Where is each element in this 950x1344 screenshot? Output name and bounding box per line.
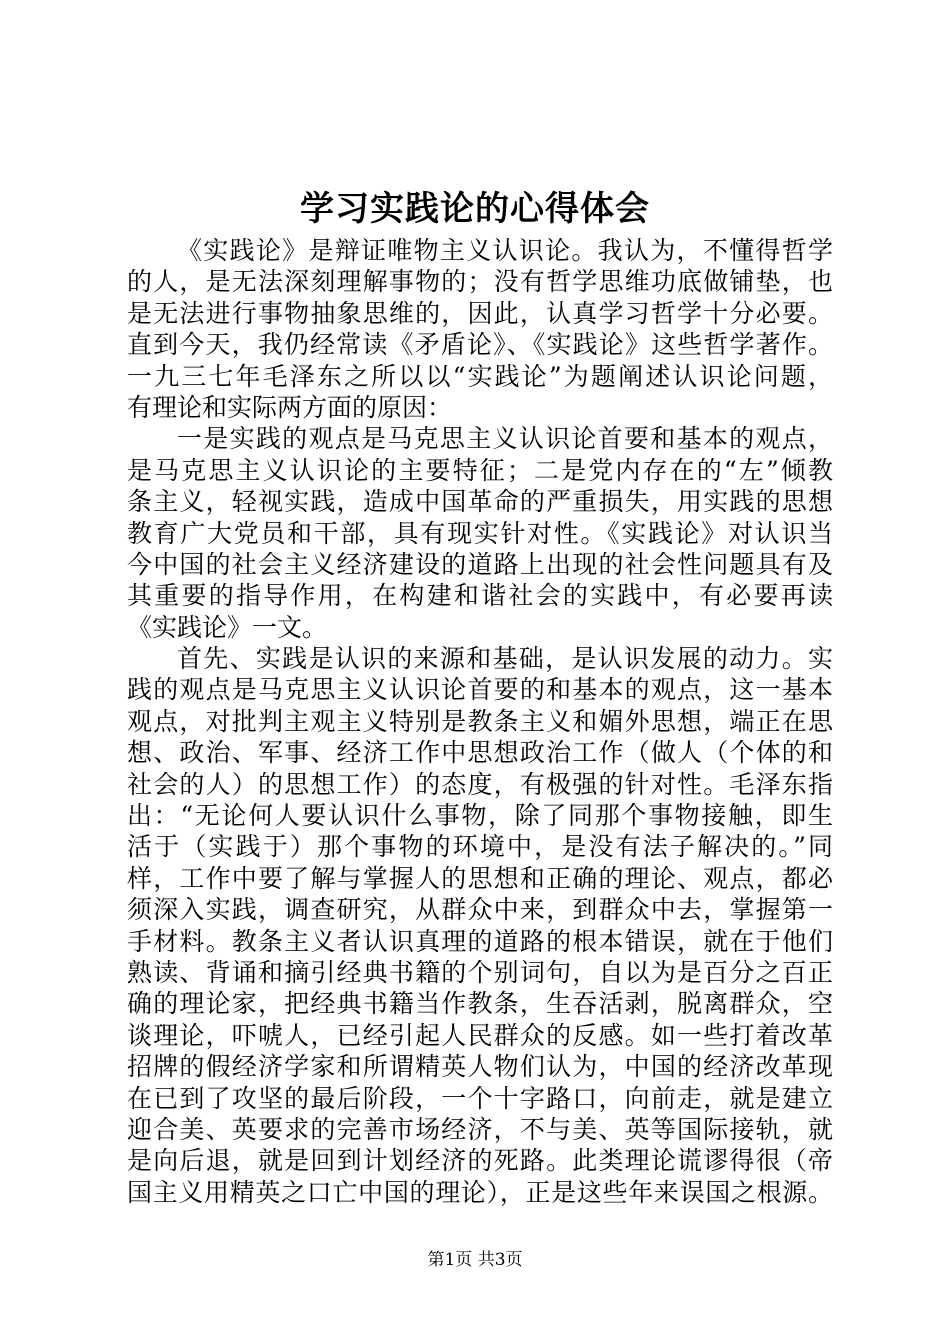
- text-line: 在已到了攻坚的最后阶段，一个十字路口，向前走，就是建立: [127, 1083, 833, 1113]
- text-line: 是向后退，就是回到计划经济的死路。此类理论谎谬得很（帝: [127, 1146, 833, 1176]
- text-line: 今中国的社会主义经济建设的道路上出现的社会性问题具有及: [127, 549, 833, 579]
- text-line: 首先、实践是认识的来源和基础，是认识发展的动力。实: [177, 644, 833, 674]
- text-line: 须深入实践，调查研究，从群众中来，到群众中去，掌握第一: [127, 895, 833, 925]
- text-line: 活于（实践于）那个事物的环境中，是没有法子解决的。”同: [127, 832, 833, 862]
- text-line: 手材料。教条主义者认识真理的道路的根本错误，就在于他们: [127, 926, 833, 956]
- text-line: 确的理论家，把经典书籍当作教条，生吞活剥，脱离群众，空: [127, 989, 833, 1019]
- text-line: 有理论和实际两方面的原因：: [127, 392, 453, 422]
- text-line: 一是实践的观点是马克思主义认识论首要和基本的观点，: [177, 424, 833, 454]
- text-line: 迎合美、英要求的完善市场经济，不与美、英等国际接轨，就: [127, 1114, 833, 1144]
- text-line: 观点，对批判主观主义特别是教条主义和媚外思想，端正在思: [127, 706, 833, 736]
- text-line: 想、政治、军事、经济工作中思想政治工作（做人（个体的和: [127, 738, 833, 768]
- text-line: 条主义，轻视实践，造成中国革命的严重损失，用实践的思想: [127, 487, 833, 517]
- text-line: 直到今天，我仍经常读《矛盾论》、《实践论》这些哲学著作。: [127, 330, 833, 360]
- text-line: 样，工作中要了解与掌握人的思想和正确的理论、观点，都必: [127, 863, 833, 893]
- text-line: 招牌的假经济学家和所谓精英人物们认为，中国的经济改革现: [127, 1052, 833, 1082]
- text-line: 出：“无论何人要认识什么事物，除了同那个事物接触，即生: [127, 801, 833, 831]
- text-line: 熟读、背诵和摘引经典书籍的个别词句，自以为是百分之百正: [127, 957, 833, 987]
- text-line: 国主义用精英之口亡中国的理论），正是这些年来误国之根源。: [127, 1177, 833, 1207]
- text-line: 《实践论》是辩证唯物主义认识论。我认为，不懂得哲学: [177, 236, 833, 265]
- text-line: 社会的人）的思想工作）的态度，有极强的针对性。毛泽东指: [127, 769, 833, 799]
- text-line: 一九三七年毛泽东之所以以“实践论”为题阐述认识论问题，: [127, 361, 833, 391]
- page-title: 学习实践论的心得体会: [300, 189, 650, 229]
- text-line: 教育广大党员和干部，具有现实针对性。《实践论》对认识当: [127, 518, 833, 548]
- text-line: 是无法进行事物抽象思维的，因此，认真学习哲学十分必要。: [127, 298, 833, 328]
- document-body: [127, 235, 833, 1208]
- text-line: 践的观点是马克思主义认识论首要的和基本的观点，这一基本: [127, 675, 833, 705]
- text-line: 《实践论》一文。: [127, 612, 328, 642]
- text-line: 其重要的指导作用，在构建和谐社会的实践中，有必要再读: [127, 581, 833, 611]
- page-number-footer: 第1页 共3页: [427, 1250, 523, 1270]
- text-line: 谈理论，吓唬人，已经引起人民群众的反感。如一些打着改革: [127, 1020, 833, 1050]
- text-line: 的人，是无法深刻理解事物的；没有哲学思维功底做铺垫，也: [127, 267, 833, 297]
- text-line: 是马克思主义认识论的主要特征；二是党内存在的“左”倾教: [127, 455, 833, 485]
